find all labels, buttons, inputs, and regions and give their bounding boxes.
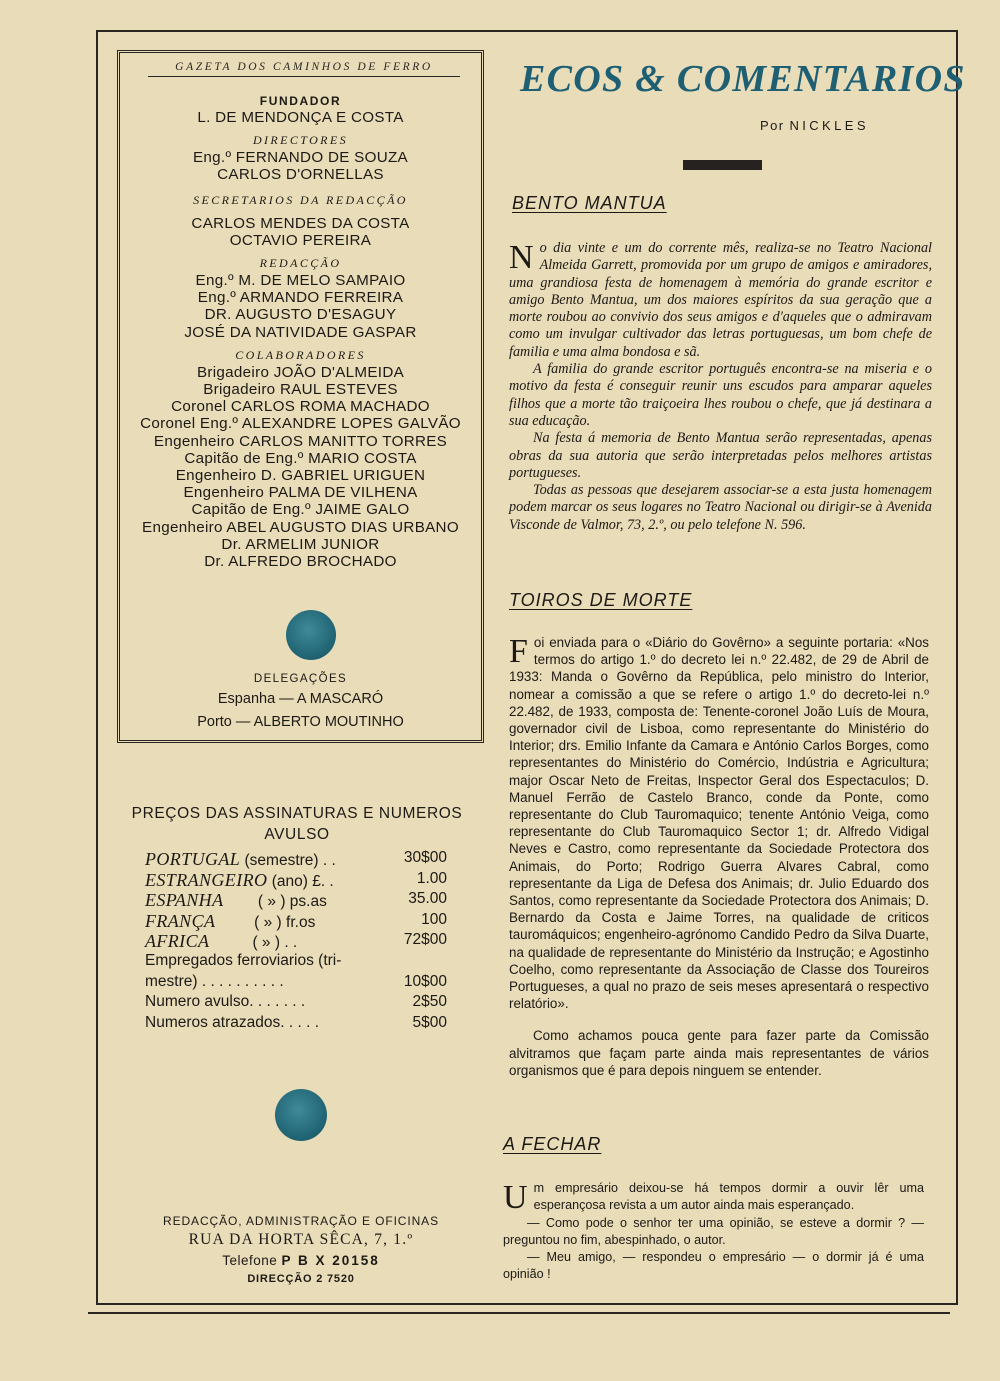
colaborador-name: Coronel Eng.º ALEXANDRE LOPES GALVÃO: [140, 415, 461, 433]
price-value: 100: [421, 910, 447, 928]
prices-seal-ornament: [275, 1089, 327, 1141]
colaborador-name: Engenheiro D. GABRIEL URIGUEN: [175, 467, 426, 485]
masthead-title: GAZETA DOS CAMINHOS DE FERRO: [148, 61, 460, 77]
telephone-number: P B X 20158: [281, 1253, 380, 1268]
colaborador-name: Coronel CARLOS ROMA MACHADO: [171, 398, 430, 416]
article-toiros-de-morte: [509, 634, 929, 1079]
section-heading-a-fechar: A FECHAR: [503, 1134, 602, 1154]
address-heading: REDACÇÃO, ADMINISTRAÇÃO E OFICINAS: [163, 1214, 439, 1228]
article-paragraph: — Como pode o senhor ter uma opinião, se esteve a dormir ? — preguntou no fim, abespinhado, o autor.: [503, 1215, 924, 1247]
delegacoes-label: DELEGAÇÕES: [253, 673, 348, 685]
drop-cap: F: [509, 633, 528, 670]
article-a-fechar: [503, 1180, 924, 1284]
price-row: [122, 911, 472, 932]
masthead-seal-ornament: [286, 610, 336, 660]
redactor-name: Eng.º ARMANDO FERREIRA: [197, 289, 404, 307]
price-value: 5$00: [412, 1013, 447, 1031]
delegacoes-block: [120, 671, 481, 733]
drop-cap: N: [509, 239, 534, 276]
article-paragraph: — Meu amigo, — respondeu o empresário — o dormir já é uma opinião !: [503, 1250, 924, 1282]
colaborador-name: Dr. ARMELIM JUNIOR: [221, 535, 380, 553]
price-row: [122, 952, 472, 973]
redactor-name: Eng.º M. DE MELO SAMPAIO: [195, 272, 406, 290]
section-heading-toiros-de-morte: TOIROS DE MORTE: [509, 590, 693, 610]
price-row: [122, 973, 472, 994]
price-row: [122, 870, 472, 891]
telephone-label: Telefone: [222, 1253, 278, 1268]
article-paragraph: Na festa á memoria de Bento Mantua serão representadas, apenas obras da sua autoria que serão interpretadas pelos melhores artistas portugueses.: [509, 430, 932, 481]
avulso-label: Numero avulso. . . . . . .: [145, 993, 306, 1011]
article-paragraph: A familia do grande escritor português encontra-se na miseria e o motivo da festa é conseguir reunir uns escudos para amparar aqueles filhos que a morte tão traiçoeira lhes roubou o chefe, que já destinara a sua educação.: [509, 361, 932, 429]
secretario-name: CARLOS MENDES DA COSTA: [191, 214, 410, 232]
colaborador-name: Capitão de Eng.º MARIO COSTA: [184, 449, 417, 467]
price-value: 10$00: [403, 972, 447, 990]
price-row: [122, 993, 472, 1014]
price-value: 35.00: [408, 890, 447, 908]
fundador-label: FUNDADOR: [259, 94, 342, 108]
price-row: [122, 890, 472, 911]
price-row: [122, 931, 472, 952]
colaborador-name: Dr. ALFREDO BROCHADO: [204, 553, 397, 571]
price-country: ESTRANGEIRO: [145, 869, 268, 890]
address-block: [120, 1213, 482, 1288]
director-name: CARLOS D'ORNELLAS: [217, 166, 384, 184]
byline: [760, 118, 869, 133]
price-detail: (semestre) . .: [240, 852, 336, 869]
article-paragraph: Como achamos pouca gente para fazer parte da Comissão alvitramos que façam parte ainda mais representantes de vários organismos que é para depois ninguem se entender.: [509, 1028, 929, 1078]
price-detail: ( » ) . .: [209, 934, 298, 952]
prices-title: PREÇOS DAS ASSINATURAS E NUMEROS AVULSO: [131, 805, 463, 843]
price-detail: ( » ) ps.as: [223, 893, 327, 911]
colaborador-name: Capitão de Eng.º JAIME GALO: [191, 501, 410, 519]
delegacao-line: Porto — ALBERTO MOUTINHO: [197, 714, 404, 730]
fundador-name: L. DE MENDONÇA E COSTA: [197, 109, 404, 126]
colaborador-name: Engenheiro CARLOS MANITTO TORRES: [153, 432, 448, 450]
article-paragraph: o dia vinte e um do corrente mês, realiza-se no Teatro Nacional Almeida Garrett, promovida por um grupo de amigos e amiradores, uma grandiosa festa de homenagem à memória do grande escritor e amigo Bento Mantua, um dos maiores espíritos da sua geração que a morte roubou ao convivio dos seus amigos e d'aqueles que o admiravam como um invulgar cultivador das letras portuguesas, um bom chefe de familia e uma alma bondosa e sã.: [509, 240, 932, 360]
title-rule-bar: [683, 160, 762, 170]
colaborador-name: Brigadeiro JOÃO D'ALMEIDA: [196, 363, 405, 381]
byline-author: NICKLES: [789, 118, 869, 133]
redactor-name: DR. AUGUSTO D'ESAGUY: [204, 306, 397, 324]
byline-prefix: Por: [760, 118, 785, 133]
article-paragraph: oi enviada para o «Diário do Govêrno» a seguinte portaria: «Nos termos do artigo 1.º do decreto lei n.º 22.482, de 29 de Abril de 1933: Manda o Govêrno da República, pelo ministro do Interior, nomear a comissão a que se refere o artigo 1.º do decreto-lei n.º 22.482, de 1933, composta de: Tenente-coronel João Luís de Moura, governador civil de Lisboa, como representante do Ministério do Interior; drs. Emilio Infante da Camara e António Carlos Borges, como representantes do Ministério do Comércio, Indústria e Agricultura; major Oscar Neto de Freitas, Inspector Geral dos Espectaculos; D. Manuel Ferrão de Castelo Branco, conde da Ponte, como representante do Club Tauromaquico; tenente António Veiga, como representante do Club Tauromaquico Sector 1; dr. Alfredo Vidigal Neves e Castro, como representante da Sociedade Protectora dos Animais, do Porto; Rodrigo Guerra Alvares Cabral, como representante da Liga de Defesa dos Animais; dr. Julio Eduardo dos Santos, como representante da Sociedade Protectora dos Animais; D. Bernardo da Costa e Jaime Torres, na qualidade de criticos tauromáquicos; engenheiro-agrónomo Candido Pedro da Silva Duarte, na qualidade de representante do Ministério da Instrução; e Agostinho Coelho, como representante da Associação de Classe dos Toureiros Portugueses, a qual no prazo de seis meses apresentará o respectivo relatório».: [509, 635, 929, 1012]
colaborador-name: Engenheiro ABEL AUGUSTO DIAS URBANO: [142, 518, 459, 536]
colaboradores-label: COLABORADORES: [235, 347, 366, 362]
director-name: Eng.º FERNANDO DE SOUZA: [193, 149, 408, 167]
delegacao-line: Espanha — A MASCARÓ: [217, 691, 384, 707]
price-row: [122, 1014, 472, 1035]
section-heading-bento-mantua: BENTO MANTUA: [512, 193, 667, 213]
atrazados-label: Numeros atrazados. . . . .: [145, 1013, 320, 1031]
secretarios-label: SECRETARIOS DA REDACÇÃO: [193, 192, 408, 207]
address-street: RUA DA HORTA SÊCA, 7, 1.º: [188, 1231, 414, 1248]
article-bento-mantua: [509, 240, 932, 534]
empregados-label: Empregados ferroviarios (tri-: [145, 951, 342, 969]
price-country: ESPANHA: [145, 890, 224, 911]
directores-label: DIRECTORES: [252, 133, 349, 148]
column-title: ECOS & COMENTARIOS: [520, 58, 966, 100]
price-country: FRANÇA: [145, 910, 216, 931]
price-detail: (ano) £. .: [267, 872, 334, 890]
direccao-phone: DIRECÇÃO 2 7520: [247, 1273, 355, 1285]
colaborador-name: Engenheiro PALMA DE VILHENA: [183, 484, 418, 502]
price-country: AFRICA: [145, 931, 210, 952]
empregados-label-cont: mestre) . . . . . . . . . .: [145, 972, 284, 990]
price-country: PORTUGAL: [145, 849, 241, 869]
staff-list: [120, 91, 481, 570]
price-value: 1.00: [416, 869, 447, 887]
masthead-box: [117, 50, 484, 743]
colaborador-name: Brigadeiro RAUL ESTEVES: [203, 381, 398, 399]
frame-bottom-rule: [88, 1312, 950, 1314]
article-paragraph: Todas as pessoas que desejarem associar-se a esta justa homenagem podem marcar os seus logares no Teatro Nacional ou dirigir-se à Avenida Visconde de Valmor, 73, 2.º, ou pelo telefone N. 596.: [509, 482, 932, 533]
telephone-line: [120, 1250, 482, 1271]
price-value: 72$00: [403, 931, 447, 949]
price-value: 30$00: [403, 849, 447, 866]
drop-cap: U: [503, 1179, 528, 1216]
redaccao-label: REDACÇÃO: [259, 256, 342, 271]
price-detail: ( » ) fr.os: [215, 913, 316, 931]
price-value: 2$50: [412, 993, 447, 1011]
price-row: [122, 849, 472, 870]
subscription-prices: [122, 803, 472, 1034]
article-paragraph: m empresário deixou-se há tempos dormir a ouvir lêr uma esperançosa revista a um autor ainda mais esperançado.: [533, 1181, 924, 1213]
secretario-name: OCTAVIO PEREIRA: [229, 231, 372, 249]
redactor-name: JOSÉ DA NATIVIDADE GASPAR: [184, 323, 417, 341]
